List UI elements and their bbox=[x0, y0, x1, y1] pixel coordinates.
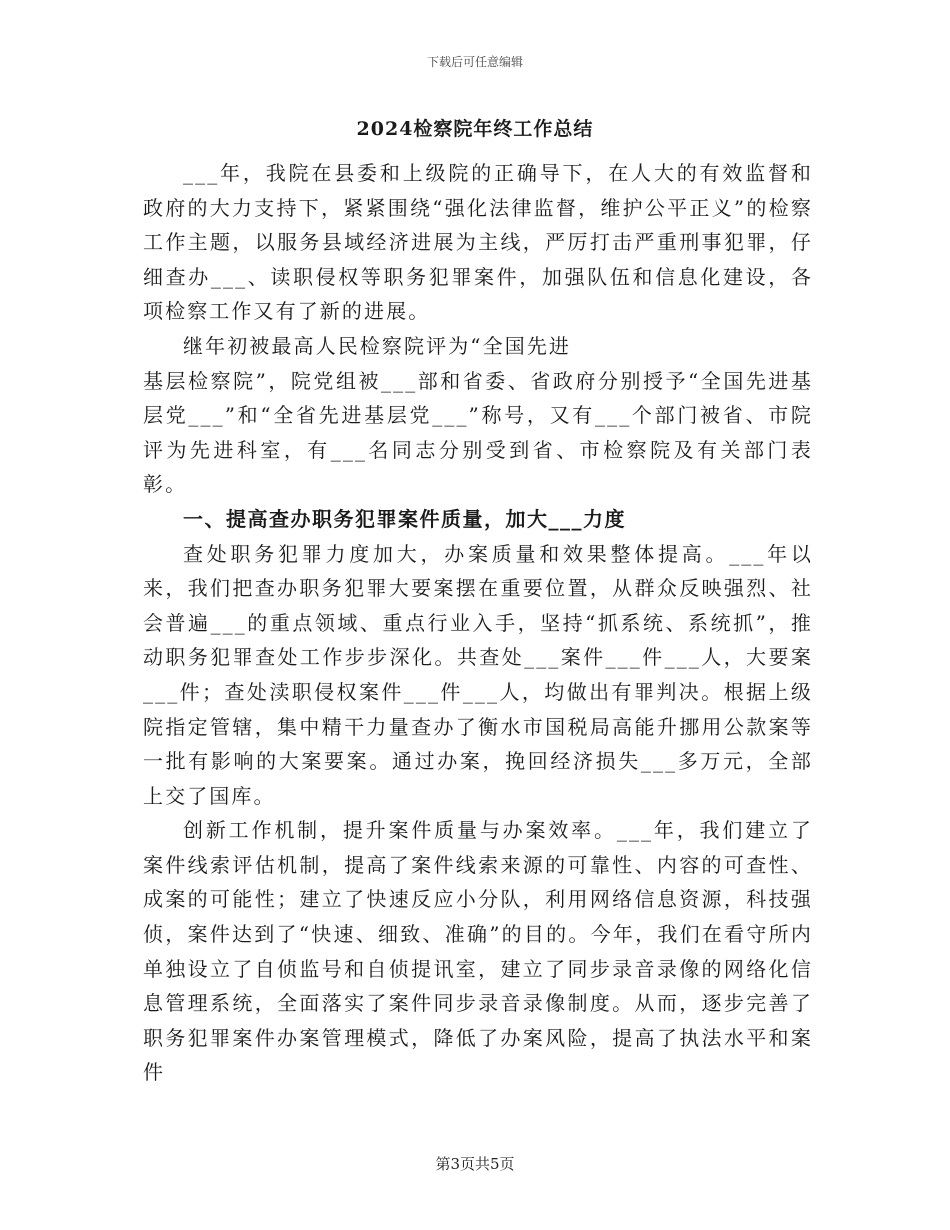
paragraph-honor-continued: 基层检察院”，院党组被___部和省委、省政府分别授予“全国先进基层党___”和“全省先进基层党___”称号，又有___个部门被省、市院评为先进科室，有___名同志分别受到省、市检察院及有关部门表彰。 bbox=[143, 368, 813, 497]
paragraph-intro: ___年，我院在县委和上级院的正确导下，在人大的有效监督和政府的大力支持下，紧紧围绕“强化法律监督，维护公平正义”的检察工作主题，以服务县域经济进展为主线，严厉打击严重刑事犯罪，仔细查办___、读职侵权等职务犯罪案件，加强队伍和信息化建设，各项检察工作又有了新的进展。 bbox=[143, 161, 813, 324]
paragraph-investigation: 查处职务犯罪力度加大，办案质量和效果整体提高。___年以来，我们把查办职务犯罪大要案摆在重要位置，从群众反映强烈、社会普遍___的重点领域、重点行业入手，坚持“抓系统、系统抓”，推动职务犯罪查处工作步步深化。共查处___案件___件___人，大要案___件；查处渎职侵权案件___件___人，均做出有罪判决。根据上级院指定管辖，集中精干力量查办了衡水市国税局高能升挪用公款案等一批有影响的大案要案。通过办案，挽回经济损失___多万元，全部上交了国库。 bbox=[143, 541, 813, 808]
section-heading: 一、提高查办职务犯罪案件质量，加大___力度 bbox=[183, 506, 626, 531]
document-title: 2024检察院年终工作总结 bbox=[356, 118, 594, 140]
paragraph-honor-start: 继年初被最高人民检察院评为“全国先进 bbox=[183, 333, 572, 358]
paragraph-mechanism: 创新工作机制，提升案件质量与办案效率。___年，我们建立了案件线索评估机制，提高了案件线索来源的可靠性、内容的可查性、成案的可能性；建立了快速反应小分队，利用网络信息资源，科技强侦，案件达到了“快速、细致、准确”的目的。今年，我们在看守所内单独设立了自侦监号和自侦提讯室，建立了同步录音录像的网络化信息管理系统，全面落实了案件同步录音录像制度。从而，逐步完善了职务犯罪案件办案管理模式，降低了办案风险，提高了执法水平和案件 bbox=[143, 818, 813, 1085]
document-body bbox=[143, 156, 813, 1090]
header-note: 下载后可任意编辑 bbox=[426, 55, 523, 69]
page-number: 第3页共5页 bbox=[435, 1155, 515, 1173]
